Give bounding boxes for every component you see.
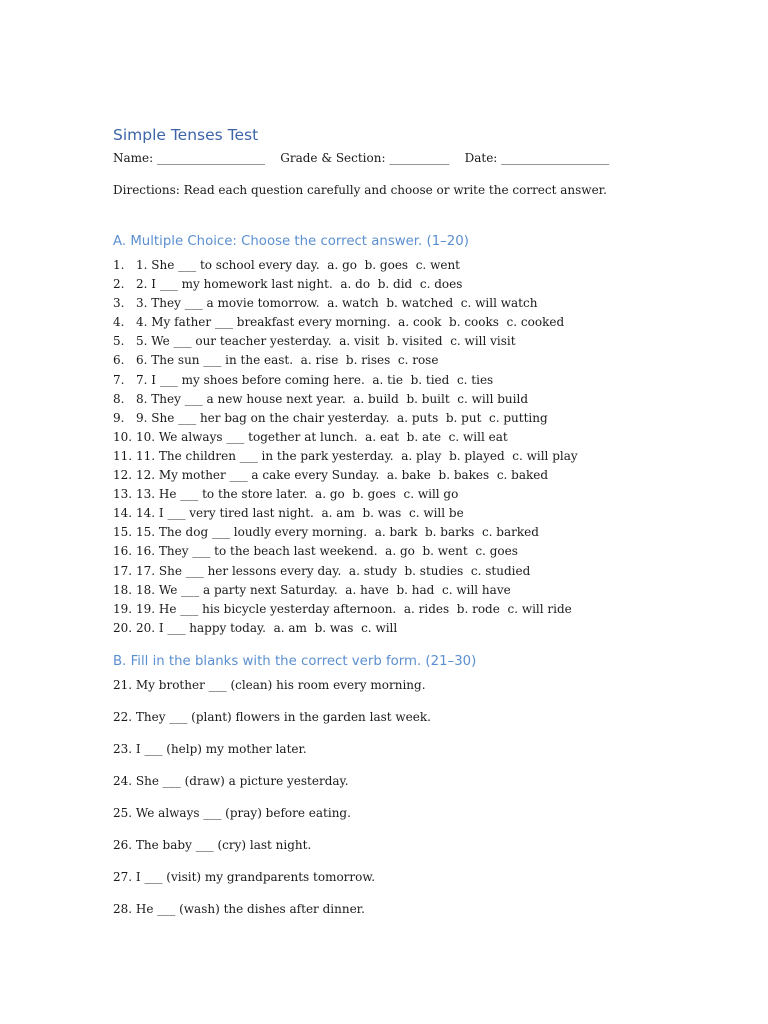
fill-in-item: 26. The baby ___ (cry) last night.	[113, 838, 312, 852]
question-number: 12.	[113, 468, 133, 483]
question-text: 16. They ___ to the beach last weekend. a. go b. went c. goes	[136, 544, 518, 559]
question-text: 1. She ___ to school every day. a. go b. goes c. went	[136, 258, 460, 272]
question-item	[113, 294, 578, 313]
question-number: 15.	[113, 525, 133, 540]
question-number: 5.	[113, 334, 125, 349]
question-item	[113, 581, 578, 600]
question-number: 16.	[113, 544, 133, 559]
fill-in-item: 21. My brother ___ (clean) his room every morning.	[113, 678, 426, 692]
question-item	[113, 562, 578, 581]
question-number: 3.	[113, 296, 125, 311]
question-number: 17.	[113, 563, 133, 578]
section-b-heading: B. Fill in the blanks with the correct verb form. (21–30)	[113, 654, 477, 669]
question-item	[113, 351, 578, 370]
fill-in-item: 23. I ___ (help) my mother later.	[113, 742, 307, 756]
question-text: 7. I ___ my shoes before coming here. a. tie b. tied c. ties	[136, 372, 494, 387]
question-text: 11. The children ___ in the park yesterday. a. play b. played c. will play	[136, 448, 578, 463]
question-number: 11.	[113, 448, 133, 463]
question-item	[113, 619, 578, 638]
question-item	[113, 409, 578, 428]
question-number: 6.	[113, 353, 125, 368]
question-text: 13. He ___ to the store later. a. go b. goes c. will go	[136, 487, 459, 502]
question-number: 19.	[113, 601, 133, 616]
multiple-choice-list	[113, 256, 578, 638]
question-text: 18. We ___ a party next Saturday. a. have b. had c. will have	[136, 582, 511, 597]
directions-text: Directions: Read each question carefully and choose or write the correct answer.	[113, 183, 607, 197]
question-item	[113, 600, 578, 619]
question-item	[113, 332, 578, 351]
fill-in-item: 25. We always ___ (pray) before eating.	[113, 806, 351, 820]
question-item	[113, 447, 578, 466]
question-item	[113, 371, 578, 390]
question-number: 20.	[113, 620, 133, 635]
question-number: 9.	[113, 410, 125, 425]
question-number: 13.	[113, 487, 133, 502]
question-item	[113, 485, 578, 504]
question-item	[113, 275, 578, 294]
question-text: 4. My father ___ breakfast every morning. a. cook b. cooks c. cooked	[136, 315, 565, 330]
question-text: 6. The sun ___ in the east. a. rise b. rises c. rose	[136, 353, 439, 368]
fill-in-item: 27. I ___ (visit) my grandparents tomorrow.	[113, 870, 376, 884]
question-number: 1.	[113, 258, 125, 272]
question-item	[113, 466, 578, 485]
question-number: 2.	[113, 277, 125, 292]
question-item	[113, 390, 578, 409]
question-text: 19. He ___ his bicycle yesterday afternoon. a. rides b. rode c. will ride	[136, 601, 572, 616]
question-number: 18.	[113, 582, 133, 597]
section-a-heading: A. Multiple Choice: Choose the correct answer. (1–20)	[113, 234, 469, 249]
question-text: 3. They ___ a movie tomorrow. a. watch b. watched c. will watch	[136, 296, 538, 311]
question-text: 12. My mother ___ a cake every Sunday. a. bake b. bakes c. baked	[136, 468, 549, 483]
question-text: 2. I ___ my homework last night. a. do b. did c. does	[136, 277, 463, 292]
question-text: 14. I ___ very tired last night. a. am b. was c. will be	[136, 506, 464, 521]
question-item	[113, 313, 578, 332]
question-text: 5. We ___ our teacher yesterday. a. visit b. visited c. will visit	[136, 334, 516, 349]
question-item	[113, 504, 578, 523]
fill-in-item: 28. He ___ (wash) the dishes after dinner.	[113, 902, 365, 916]
student-info-line: Name: __________________ Grade & Section: __________ Date: __________________	[113, 151, 610, 165]
fill-in-item: 22. They ___ (plant) flowers in the garden last week.	[113, 710, 431, 724]
question-text: 15. The dog ___ loudly every morning. a. bark b. barks c. barked	[136, 525, 539, 540]
question-number: 7.	[113, 372, 125, 387]
question-text: 9. She ___ her bag on the chair yesterday. a. puts b. put c. putting	[136, 410, 548, 425]
question-text: 8. They ___ a new house next year. a. build b. built c. will build	[136, 391, 529, 406]
question-item	[113, 542, 578, 561]
question-number: 8.	[113, 391, 125, 406]
question-text: 10. We always ___ together at lunch. a. eat b. ate c. will eat	[136, 429, 508, 444]
question-number: 10.	[113, 429, 133, 444]
document-title: Simple Tenses Test	[113, 126, 259, 144]
question-item	[113, 428, 578, 447]
question-number: 4.	[113, 315, 125, 330]
question-text: 20. I ___ happy today. a. am b. was c. will	[136, 620, 398, 635]
question-item	[113, 523, 578, 542]
question-number: 14.	[113, 506, 133, 521]
fill-in-item: 24. She ___ (draw) a picture yesterday.	[113, 774, 349, 788]
question-item	[113, 256, 578, 275]
question-text: 17. She ___ her lessons every day. a. study b. studies c. studied	[136, 563, 531, 578]
fill-in-blanks-list	[113, 676, 431, 932]
